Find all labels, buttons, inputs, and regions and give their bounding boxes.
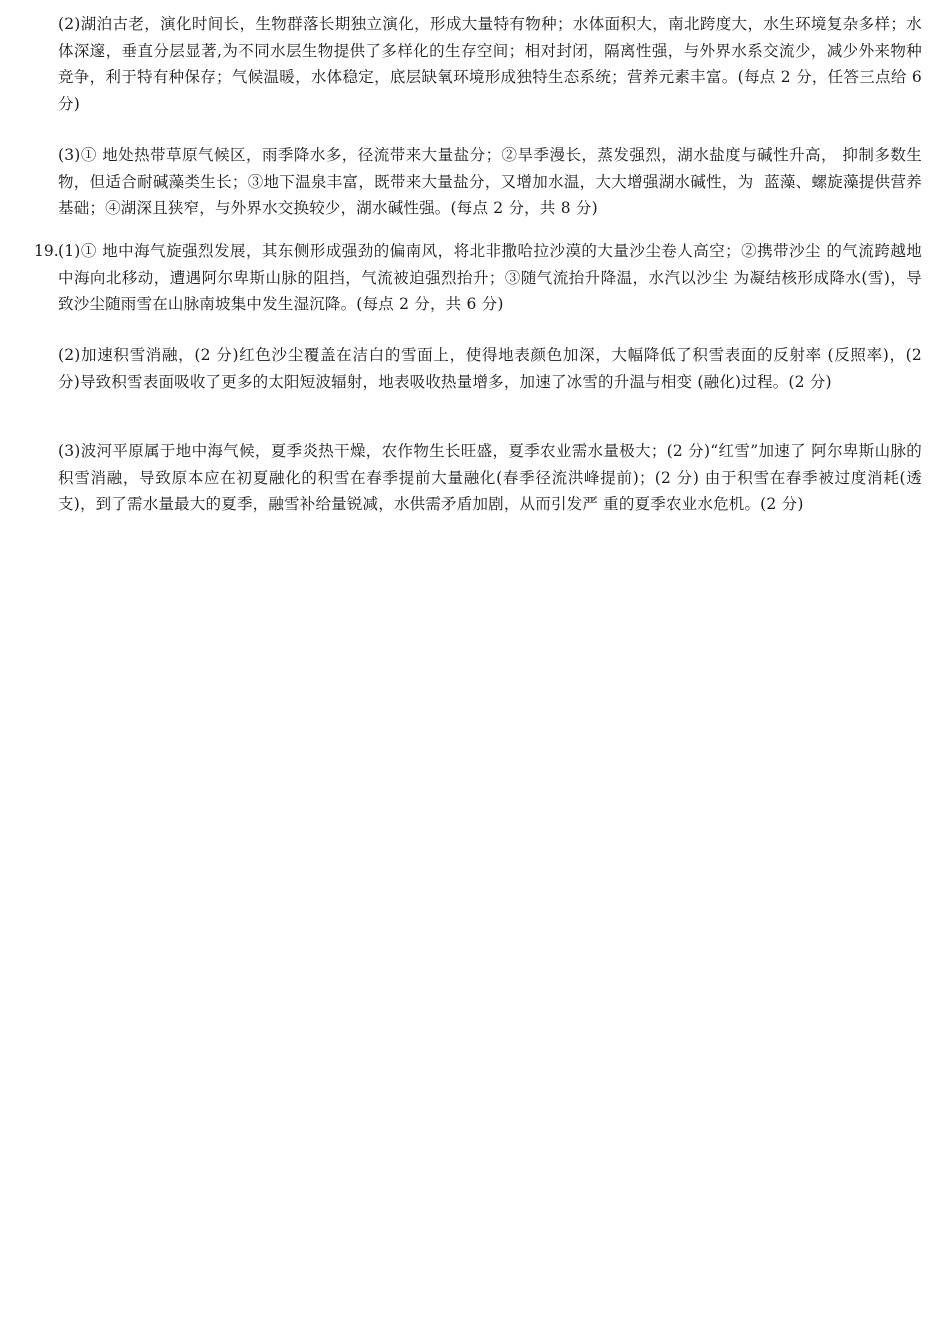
q19-part3-answer: (3)波河平原属于地中海气候，夏季炎热干燥，农作物生长旺盛，夏季农业需水量极大；(2 分)“红雪”加速了 阿尔卑斯山脉的积雪消融，导致原本应在初夏融化的积雪在春季提前大量融化(春季径流洪峰提前)；(2 分) 由于积雪在春季被过度消耗(透支)，到了需水量最大的夏季，融雪补给量锐减，水供需矛盾加剧，从而引发严 重的夏季农业水危机。(2 分) [58,442,922,513]
q18-part2-answer: (2)湖泊古老，演化时间长，生物群落长期独立演化，形成大量特有物种；水体面积大，南北跨度大，水生环境复杂多样；水体深邃，垂直分层显著,为不同水层生物提供了多样化的生存空间；相对封闭，隔离性强，与外界水系交流少，减少外来物种竞争，利于特有种保存；气候温暖，水体稳定，底层缺氧环境形成独特生态系统；营养元素丰富。(每点 2 分，任答三点给 6 分) [58,15,928,113]
q19-part2-answer: (2)加速积雪消融，(2 分)红色沙尘覆盖在洁白的雪面上，使得地表颜色加深，大幅降低了积雪表面的反射率 (反照率)，(2 分)导致积雪表面吸收了更多的太阳短波辐射，地表吸收热量增多，加速了冰雪的升温与相变 (融化)过程。(2 分) [58,346,928,391]
question-number-19: 19. [34,242,59,260]
q19-part1-answer: (1)① 地中海气旋强烈发展，其东侧形成强劲的偏南风，将北非撒哈拉沙漠的大量沙尘卷人高空；②携带沙尘 的气流跨越地中海向北移动，遭遇阿尔卑斯山脉的阻挡，气流被迫强烈抬升；③随气流抬升降温，水汽以沙尘 为凝结核形成降水(雪)，导致沙尘随雨雪在山脉南坡集中发生湿沉降。(每点 2 分，共 6 分) [58,242,922,313]
q18-part3-answer: (3)① 地处热带草原气候区，雨季降水多，径流带来大量盐分；②旱季漫长，蒸发强烈，湖水盐度与碱性升高， 抑制多数生物，但适合耐碱藻类生长；③地下温泉丰富，既带来大量盐分，又增加水温，大大增强湖水碱性，为 蓝藻、螺旋藻提供营养基础；④湖深且狭窄，与外界水交换较少，湖水碱性强。(每点 2 分，共 8 分) [58,146,922,217]
